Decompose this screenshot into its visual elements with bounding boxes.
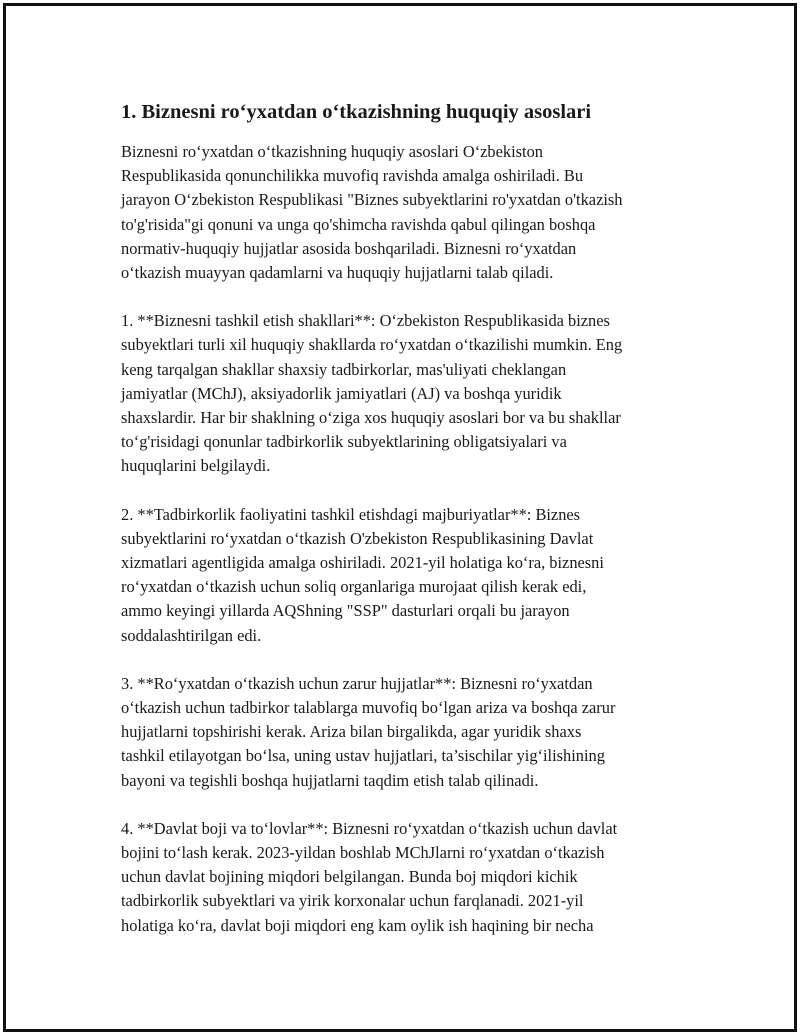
text-line: subyektlarini ro‘yxatdan o‘tkazish O'zbekiston Respublikasining Davlat [121,528,594,548]
text-line: 1. **Biznesni tashkil etish shakllari**: O‘zbekiston Respublikasida biznes [121,311,610,331]
paragraph-item-3 [121,672,681,793]
text-line: xizmatlari agentligida amalga oshiriladi. 2021-yil holatiga ko‘ra, biznesni [121,553,604,573]
text-line: tashkil etilayotgan bo‘lsa, uning ustav hujjatlari, ta’sischilar yig‘ilishining [121,746,605,766]
text-line: ro‘yxatdan o‘tkazish uchun soliq organlariga murojaat qilish kerak edi, [121,577,587,597]
text-line: hujjatlarni topshirishi kerak. Ariza bilan birgalikda, agar yuridik shaxs [121,722,582,742]
text-line: subyektlari turli xil huquqiy shakllarda ro‘yxatdan o‘tkazilishi mumkin. Eng [121,335,623,355]
text-line: Respublikasida qonunchilikka muvofiq ravishda amalga oshiriladi. Bu [121,166,584,186]
paragraph-item-4 [121,817,681,938]
text-line: soddalashtirilgan edi. [121,625,262,645]
document-body [121,99,681,962]
text-line: 2. **Tadbirkorlik faoliyatini tashkil etishdagi majburiyatlar**: Biznes [121,504,581,524]
paragraph-item-1 [121,309,681,478]
text-line: holatiga ko‘ra, davlat boji miqdori eng kam oylik ish haqining bir necha [121,915,594,935]
text-line: 4. **Davlat boji va to‘lovlar**: Biznesni ro‘yxatdan o‘tkazish uchun davlat [121,818,618,838]
page-frame [3,3,797,1032]
text-line: jarayon O‘zbekiston Respublikasi "Biznes subyektlarini ro'yxatdan o'tkazish [121,190,623,210]
text-line: to'g'risida"gi qonuni va unga qo'shimcha ravishda qabul qilingan boshqa [121,214,596,234]
text-line: keng tarqalgan shakllar shaxsiy tadbirkorlar, mas'uliyati cheklangan [121,359,567,379]
text-line: to‘g'risidagi qonunlar tadbirkorlik subyektlarining obligatsiyalari va [121,432,567,452]
text-line: tadbirkorlik subyektlari va yirik korxonalar uchun farqlanadi. 2021-yil [121,891,584,911]
text-line: Biznesni ro‘yxatdan o‘tkazishning huquqiy asoslari O‘zbekiston [121,142,543,161]
text-line: jamiyatlar (MChJ), aksiyadorlik jamiyatlari (AJ) va boshqa yuridik [121,383,562,403]
paragraph-item-2 [121,503,681,648]
text-line: huquqlarini belgilaydi. [121,456,271,476]
text-line: o‘tkazish uchun tadbirkor talablarga muvofiq bo‘lgan ariza va boshqa zarur [121,698,616,718]
section-heading: 1. Biznesni ro‘yxatdan o‘tkazishning huquqiy asoslari [121,101,592,123]
text-line: bojini to‘lash kerak. 2023-yildan boshlab MChJlarni ro‘yxatdan o‘tkazish [121,843,605,863]
text-line: o‘tkazish muayyan qadamlarni va huquqiy hujjatlarni talab qiladi. [121,263,554,283]
paragraph-intro [121,140,681,285]
text-line: ammo keyingi yillarda AQShning "SSP" dasturlari orqali bu jarayon [121,601,570,621]
text-line: bayoni va tegishli boshqa hujjatlarni taqdim etish talab qilinadi. [121,770,539,790]
text-line: uchun davlat bojining miqdori belgilangan. Bunda boj miqdori kichik [121,867,578,887]
text-line: 3. **Ro‘yxatdan o‘tkazish uchun zarur hujjatlar**: Biznesni ro‘yxatdan [121,673,593,693]
text-line: normativ-huquqiy hujjatlar asosida boshqariladi. Biznesni ro‘yxatdan [121,238,577,258]
text-line: shaxslardir. Har bir shaklning o‘ziga xos huquqiy asoslari bor va bu shakllar [121,408,621,428]
